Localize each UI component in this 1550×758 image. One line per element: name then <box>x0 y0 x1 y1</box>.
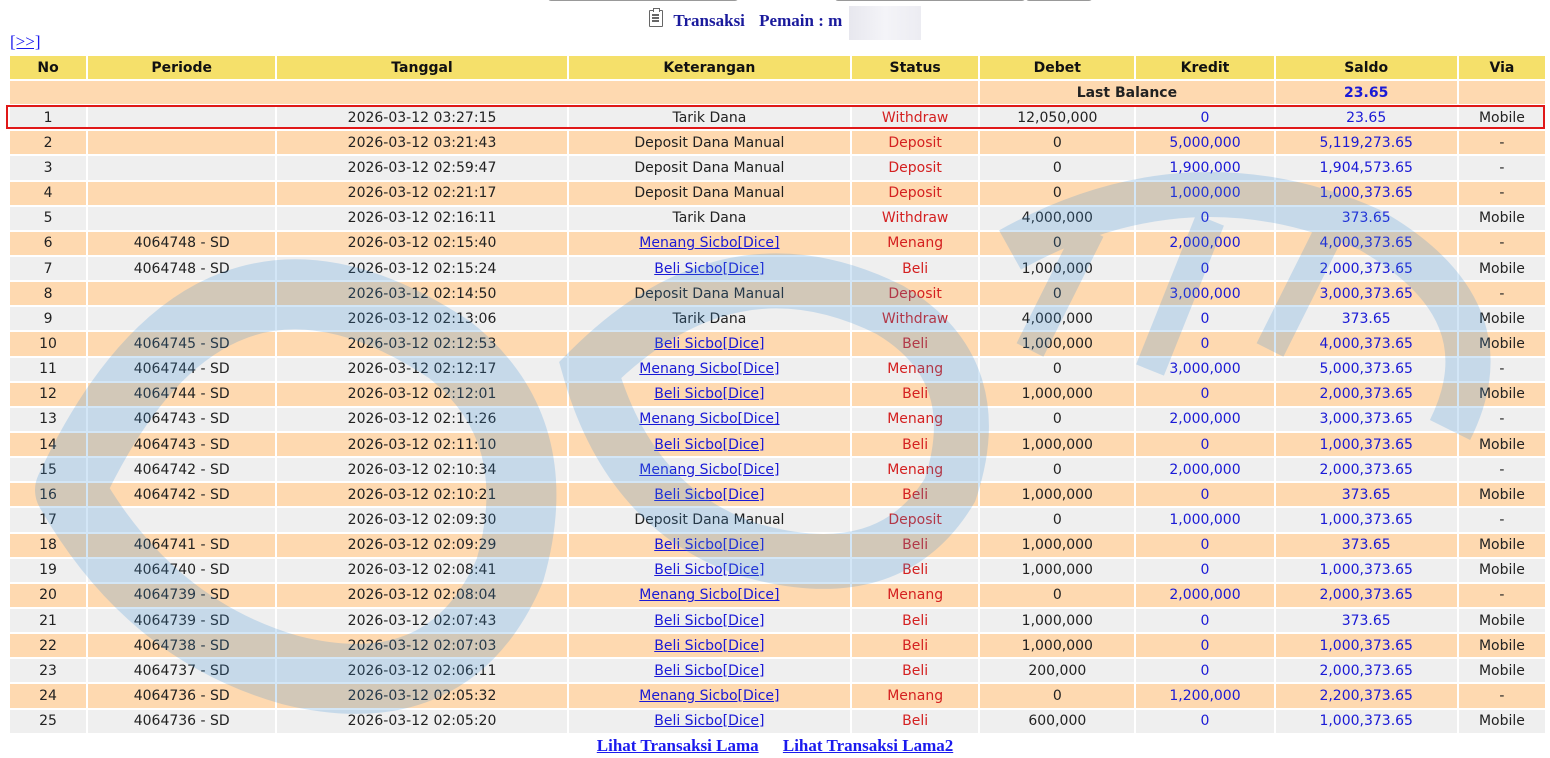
cell-saldo: 1,904,573.65 <box>1276 156 1457 181</box>
table-row <box>10 257 1545 282</box>
cell-kredit: 1,900,000 <box>1136 156 1273 181</box>
cell-periode: 4064736 - SD <box>88 684 275 709</box>
cell-debet: 0 <box>980 282 1134 307</box>
table-row <box>10 483 1545 508</box>
cell-tanggal: 2026-03-12 02:15:24 <box>277 257 566 282</box>
redacted-player-name <box>849 6 921 40</box>
cell-debet: 0 <box>980 131 1134 156</box>
old-transactions-link[interactable]: Lihat Transaksi Lama <box>596 736 759 755</box>
cell-kredit: 0 <box>1136 207 1273 232</box>
player-label: Pemain : m <box>759 11 843 30</box>
cell-no: 9 <box>10 307 86 332</box>
cell-keterangan <box>569 433 850 458</box>
cell-debet: 0 <box>980 684 1134 709</box>
cell-tanggal: 2026-03-12 02:12:01 <box>277 383 566 408</box>
cell-status: Beli <box>852 332 978 357</box>
last-balance-value: 23.65 <box>1276 81 1457 106</box>
cell-tanggal: 2026-03-12 02:59:47 <box>277 156 566 181</box>
cell-saldo: 23.65 <box>1276 106 1457 131</box>
cell-tanggal: 2026-03-12 02:10:21 <box>277 483 566 508</box>
cell-status: Menang <box>852 358 978 383</box>
cell-saldo: 4,000,373.65 <box>1276 332 1457 357</box>
cell-debet: 0 <box>980 458 1134 483</box>
cell-status: Menang <box>852 584 978 609</box>
cell-via: - <box>1459 182 1545 207</box>
cell-debet: 1,000,000 <box>980 257 1134 282</box>
table-row <box>10 332 1545 357</box>
transaction-detail-link[interactable]: Beli Sicbo[Dice] <box>654 386 765 403</box>
cell-tanggal: 2026-03-12 02:15:40 <box>277 232 566 257</box>
col-header-tanggal: Tanggal <box>277 56 566 81</box>
cell-kredit: 0 <box>1136 659 1273 684</box>
cell-status: Beli <box>852 383 978 408</box>
table-row <box>10 659 1545 684</box>
cell-saldo: 373.65 <box>1276 534 1457 559</box>
cell-no: 11 <box>10 358 86 383</box>
cell-via: Mobile <box>1459 659 1545 684</box>
cell-tanggal: 2026-03-12 02:12:17 <box>277 358 566 383</box>
cell-kredit: 0 <box>1136 609 1273 634</box>
cell-keterangan: Deposit Dana Manual <box>569 508 850 533</box>
cell-debet: 0 <box>980 182 1134 207</box>
cell-no: 16 <box>10 483 86 508</box>
cell-saldo: 373.65 <box>1276 609 1457 634</box>
filter-button[interactable] <box>1026 0 1092 1</box>
transaction-detail-link[interactable]: Menang Sicbo[Dice] <box>639 687 780 704</box>
cell-debet: 1,000,000 <box>980 433 1134 458</box>
table-row <box>10 584 1545 609</box>
transaction-detail-link[interactable]: Beli Sicbo[Dice] <box>654 662 765 679</box>
cell-keterangan <box>569 659 850 684</box>
cell-tanggal: 2026-03-12 02:06:11 <box>277 659 566 684</box>
cell-debet: 1,000,000 <box>980 332 1134 357</box>
cell-keterangan <box>569 232 850 257</box>
cell-tanggal: 2026-03-12 02:12:53 <box>277 332 566 357</box>
cell-via: - <box>1459 358 1545 383</box>
cell-status: Withdraw <box>852 207 978 232</box>
cell-saldo: 373.65 <box>1276 483 1457 508</box>
transaction-detail-link[interactable]: Beli Sicbo[Dice] <box>654 260 765 277</box>
transaction-detail-link[interactable]: Beli Sicbo[Dice] <box>654 562 765 579</box>
cell-no: 1 <box>10 106 86 131</box>
cell-periode <box>88 131 275 156</box>
cell-no: 14 <box>10 433 86 458</box>
cell-periode: 4064737 - SD <box>88 659 275 684</box>
cell-debet: 1,000,000 <box>980 559 1134 584</box>
cell-periode: 4064743 - SD <box>88 433 275 458</box>
cell-keterangan: Deposit Dana Manual <box>569 156 850 181</box>
cell-saldo: 3,000,373.65 <box>1276 282 1457 307</box>
cell-periode <box>88 508 275 533</box>
table-row <box>10 534 1545 559</box>
cell-via: Mobile <box>1459 483 1545 508</box>
cell-status: Withdraw <box>852 307 978 332</box>
cell-periode <box>88 307 275 332</box>
cell-kredit: 3,000,000 <box>1136 282 1273 307</box>
cell-saldo: 2,200,373.65 <box>1276 684 1457 709</box>
cell-debet: 0 <box>980 232 1134 257</box>
transaction-table <box>8 56 1547 735</box>
cell-no: 5 <box>10 207 86 232</box>
cell-periode: 4064739 - SD <box>88 609 275 634</box>
cell-kredit: 5,000,000 <box>1136 131 1273 156</box>
top-form-controls <box>0 0 1550 2</box>
cell-kredit: 0 <box>1136 634 1273 659</box>
cell-kredit: 0 <box>1136 559 1273 584</box>
cell-tanggal: 2026-03-12 02:14:50 <box>277 282 566 307</box>
transaction-detail-link[interactable]: Beli Sicbo[Dice] <box>654 713 765 730</box>
cell-tanggal: 2026-03-12 02:08:04 <box>277 584 566 609</box>
cell-via: Mobile <box>1459 307 1545 332</box>
cell-via: Mobile <box>1459 534 1545 559</box>
cell-periode <box>88 156 275 181</box>
cell-tanggal: 2026-03-12 03:21:43 <box>277 131 566 156</box>
cell-keterangan <box>569 609 850 634</box>
cell-via: - <box>1459 156 1545 181</box>
col-header-kredit: Kredit <box>1136 56 1273 81</box>
col-header-no: No <box>10 56 86 81</box>
cell-periode: 4064748 - SD <box>88 232 275 257</box>
cell-status: Menang <box>852 408 978 433</box>
cell-via: Mobile <box>1459 332 1545 357</box>
old-transactions-link-2[interactable]: Lihat Transaksi Lama2 <box>782 736 954 755</box>
table-row <box>10 383 1545 408</box>
transaction-detail-link[interactable]: Beli Sicbo[Dice] <box>654 436 765 453</box>
cell-no: 8 <box>10 282 86 307</box>
transaction-detail-link[interactable]: Beli Sicbo[Dice] <box>654 612 765 629</box>
transaction-detail-link[interactable]: Beli Sicbo[Dice] <box>654 335 765 352</box>
cell-status: Beli <box>852 257 978 282</box>
cell-tanggal: 2026-03-12 02:05:20 <box>277 710 566 735</box>
cell-saldo: 2,000,373.65 <box>1276 383 1457 408</box>
cell-status: Deposit <box>852 508 978 533</box>
cell-no: 20 <box>10 584 86 609</box>
cell-keterangan <box>569 383 850 408</box>
cell-status: Beli <box>852 659 978 684</box>
cell-via: Mobile <box>1459 634 1545 659</box>
page-title: Transaksi <box>673 11 745 30</box>
cell-keterangan <box>569 710 850 735</box>
cell-keterangan <box>569 358 850 383</box>
cell-status: Deposit <box>852 156 978 181</box>
cell-tanggal: 2026-03-12 02:11:26 <box>277 408 566 433</box>
cell-saldo: 1,000,373.65 <box>1276 710 1457 735</box>
transaction-detail-link[interactable]: Menang Sicbo[Dice] <box>639 361 780 378</box>
col-header-status: Status <box>852 56 978 81</box>
cell-periode: 4064745 - SD <box>88 332 275 357</box>
cell-kredit: 0 <box>1136 307 1273 332</box>
cell-kredit: 1,200,000 <box>1136 684 1273 709</box>
cell-periode: 4064736 - SD <box>88 710 275 735</box>
cell-debet: 0 <box>980 408 1134 433</box>
cell-periode: 4064740 - SD <box>88 559 275 584</box>
cell-status: Menang <box>852 458 978 483</box>
cell-via: - <box>1459 458 1545 483</box>
cell-saldo: 1,000,373.65 <box>1276 182 1457 207</box>
table-row <box>10 559 1545 584</box>
cell-keterangan <box>569 684 850 709</box>
cell-periode: 4064743 - SD <box>88 408 275 433</box>
cell-via: Mobile <box>1459 710 1545 735</box>
cell-no: 17 <box>10 508 86 533</box>
cell-status: Beli <box>852 634 978 659</box>
cell-saldo: 373.65 <box>1276 307 1457 332</box>
cell-keterangan: Tarik Dana <box>569 106 850 131</box>
document-icon <box>649 10 663 27</box>
cell-status: Deposit <box>852 282 978 307</box>
filter-input-2[interactable] <box>835 0 1025 1</box>
table-row <box>10 634 1545 659</box>
cell-tanggal: 2026-03-12 02:07:03 <box>277 634 566 659</box>
cell-keterangan <box>569 257 850 282</box>
cell-saldo: 5,119,273.65 <box>1276 131 1457 156</box>
cell-via: Mobile <box>1459 383 1545 408</box>
cell-no: 3 <box>10 156 86 181</box>
cell-no: 21 <box>10 609 86 634</box>
cell-kredit: 1,000,000 <box>1136 508 1273 533</box>
cell-keterangan <box>569 634 850 659</box>
cell-no: 7 <box>10 257 86 282</box>
cell-saldo: 4,000,373.65 <box>1276 232 1457 257</box>
cell-status: Deposit <box>852 182 978 207</box>
cell-tanggal: 2026-03-12 02:09:30 <box>277 508 566 533</box>
col-header-periode: Periode <box>88 56 275 81</box>
cell-status: Menang <box>852 232 978 257</box>
cell-tanggal: 2026-03-12 02:13:06 <box>277 307 566 332</box>
cell-via: Mobile <box>1459 609 1545 634</box>
cell-status: Beli <box>852 534 978 559</box>
table-row <box>10 106 1545 131</box>
col-header-debet: Debet <box>980 56 1134 81</box>
cell-saldo: 2,000,373.65 <box>1276 458 1457 483</box>
cell-periode: 4064741 - SD <box>88 534 275 559</box>
cell-status: Beli <box>852 559 978 584</box>
table-row <box>10 207 1545 232</box>
cell-periode: 4064748 - SD <box>88 257 275 282</box>
transaction-detail-link[interactable]: Beli Sicbo[Dice] <box>654 537 765 554</box>
cell-no: 13 <box>10 408 86 433</box>
cell-no: 12 <box>10 383 86 408</box>
table-row <box>10 156 1545 181</box>
cell-no: 2 <box>10 131 86 156</box>
cell-saldo: 2,000,373.65 <box>1276 257 1457 282</box>
next-page-link[interactable]: [>>] <box>10 32 41 51</box>
transaction-detail-link[interactable]: Beli Sicbo[Dice] <box>654 637 765 654</box>
cell-keterangan: Tarik Dana <box>569 207 850 232</box>
cell-no: 6 <box>10 232 86 257</box>
cell-tanggal: 2026-03-12 02:21:17 <box>277 182 566 207</box>
last-balance-row <box>10 81 1545 106</box>
cell-via: - <box>1459 584 1545 609</box>
cell-no: 18 <box>10 534 86 559</box>
transaction-detail-link[interactable]: Beli Sicbo[Dice] <box>654 486 765 503</box>
cell-kredit: 0 <box>1136 106 1273 131</box>
cell-periode <box>88 207 275 232</box>
cell-via: Mobile <box>1459 106 1545 131</box>
cell-periode <box>88 106 275 131</box>
cell-debet: 0 <box>980 508 1134 533</box>
table-row <box>10 458 1545 483</box>
cell-via: - <box>1459 131 1545 156</box>
cell-status: Beli <box>852 710 978 735</box>
cell-debet: 1,000,000 <box>980 483 1134 508</box>
cell-tanggal: 2026-03-12 02:16:11 <box>277 207 566 232</box>
table-row <box>10 182 1545 207</box>
cell-no: 10 <box>10 332 86 357</box>
cell-keterangan: Deposit Dana Manual <box>569 131 850 156</box>
cell-debet: 1,000,000 <box>980 634 1134 659</box>
table-row <box>10 684 1545 709</box>
transaction-detail-link[interactable]: Menang Sicbo[Dice] <box>639 235 780 252</box>
cell-kredit: 0 <box>1136 332 1273 357</box>
col-header-keterangan: Keterangan <box>569 56 850 81</box>
cell-debet: 12,050,000 <box>980 106 1134 131</box>
col-header-via: Via <box>1459 56 1545 81</box>
cell-keterangan <box>569 332 850 357</box>
cell-saldo: 1,000,373.65 <box>1276 433 1457 458</box>
cell-debet: 200,000 <box>980 659 1134 684</box>
cell-periode: 4064742 - SD <box>88 483 275 508</box>
last-balance-empty <box>1459 81 1545 106</box>
cell-via: - <box>1459 408 1545 433</box>
table-row <box>10 282 1545 307</box>
cell-debet: 0 <box>980 358 1134 383</box>
cell-keterangan <box>569 534 850 559</box>
cell-saldo: 2,000,373.65 <box>1276 659 1457 684</box>
table-header-row <box>10 56 1545 81</box>
cell-no: 19 <box>10 559 86 584</box>
cell-debet: 1,000,000 <box>980 383 1134 408</box>
cell-kredit: 2,000,000 <box>1136 232 1273 257</box>
cell-status: Beli <box>852 609 978 634</box>
cell-no: 22 <box>10 634 86 659</box>
cell-tanggal: 2026-03-12 02:10:34 <box>277 458 566 483</box>
cell-status: Deposit <box>852 131 978 156</box>
table-row <box>10 131 1545 156</box>
cell-via: Mobile <box>1459 207 1545 232</box>
cell-no: 25 <box>10 710 86 735</box>
cell-kredit: 0 <box>1136 710 1273 735</box>
cell-debet: 4,000,000 <box>980 207 1134 232</box>
cell-no: 15 <box>10 458 86 483</box>
cell-via: - <box>1459 232 1545 257</box>
cell-no: 4 <box>10 182 86 207</box>
cell-kredit: 0 <box>1136 433 1273 458</box>
transaction-detail-link[interactable]: Menang Sicbo[Dice] <box>639 461 780 478</box>
filter-input-1[interactable] <box>548 0 738 1</box>
cell-status: Beli <box>852 483 978 508</box>
transaction-detail-link[interactable]: Menang Sicbo[Dice] <box>639 587 780 604</box>
cell-debet: 1,000,000 <box>980 609 1134 634</box>
cell-tanggal: 2026-03-12 02:05:32 <box>277 684 566 709</box>
table-row <box>10 232 1545 257</box>
table-row <box>10 609 1545 634</box>
cell-via: - <box>1459 684 1545 709</box>
cell-via: Mobile <box>1459 559 1545 584</box>
cell-saldo: 1,000,373.65 <box>1276 508 1457 533</box>
cell-periode: 4064739 - SD <box>88 584 275 609</box>
cell-debet: 1,000,000 <box>980 534 1134 559</box>
cell-keterangan: Deposit Dana Manual <box>569 282 850 307</box>
last-balance-spacer <box>10 81 978 106</box>
col-header-saldo: Saldo <box>1276 56 1457 81</box>
cell-keterangan <box>569 458 850 483</box>
table-row <box>10 433 1545 458</box>
cell-periode: 4064742 - SD <box>88 458 275 483</box>
cell-saldo: 373.65 <box>1276 207 1457 232</box>
cell-saldo: 1,000,373.65 <box>1276 634 1457 659</box>
cell-tanggal: 2026-03-12 02:11:10 <box>277 433 566 458</box>
cell-kredit: 2,000,000 <box>1136 584 1273 609</box>
cell-keterangan <box>569 559 850 584</box>
table-row <box>10 358 1545 383</box>
cell-debet: 0 <box>980 584 1134 609</box>
cell-via: Mobile <box>1459 433 1545 458</box>
transaction-detail-link[interactable]: Menang Sicbo[Dice] <box>639 411 780 428</box>
cell-saldo: 1,000,373.65 <box>1276 559 1457 584</box>
cell-kredit: 2,000,000 <box>1136 458 1273 483</box>
cell-keterangan <box>569 408 850 433</box>
cell-no: 24 <box>10 684 86 709</box>
table-row <box>10 710 1545 735</box>
cell-keterangan: Tarik Dana <box>569 307 850 332</box>
cell-debet: 4,000,000 <box>980 307 1134 332</box>
cell-saldo: 3,000,373.65 <box>1276 408 1457 433</box>
table-row <box>10 307 1545 332</box>
cell-kredit: 1,000,000 <box>1136 182 1273 207</box>
cell-saldo: 5,000,373.65 <box>1276 358 1457 383</box>
cell-debet: 0 <box>980 156 1134 181</box>
cell-tanggal: 2026-03-12 02:07:43 <box>277 609 566 634</box>
cell-via: - <box>1459 282 1545 307</box>
cell-kredit: 0 <box>1136 483 1273 508</box>
cell-periode: 4064738 - SD <box>88 634 275 659</box>
cell-periode <box>88 282 275 307</box>
table-row <box>10 408 1545 433</box>
table-row <box>10 508 1545 533</box>
cell-kredit: 0 <box>1136 534 1273 559</box>
cell-periode: 4064744 - SD <box>88 358 275 383</box>
cell-status: Withdraw <box>852 106 978 131</box>
cell-status: Menang <box>852 684 978 709</box>
last-balance-label: Last Balance <box>980 81 1273 106</box>
cell-tanggal: 2026-03-12 03:27:15 <box>277 106 566 131</box>
page-header <box>0 6 1550 32</box>
cell-tanggal: 2026-03-12 02:08:41 <box>277 559 566 584</box>
cell-saldo: 2,000,373.65 <box>1276 584 1457 609</box>
cell-kredit: 3,000,000 <box>1136 358 1273 383</box>
cell-kredit: 0 <box>1136 383 1273 408</box>
cell-no: 23 <box>10 659 86 684</box>
cell-status: Beli <box>852 433 978 458</box>
cell-kredit: 2,000,000 <box>1136 408 1273 433</box>
footer-links <box>0 736 1550 756</box>
cell-keterangan: Deposit Dana Manual <box>569 182 850 207</box>
cell-kredit: 0 <box>1136 257 1273 282</box>
cell-keterangan <box>569 483 850 508</box>
cell-via: Mobile <box>1459 257 1545 282</box>
cell-keterangan <box>569 584 850 609</box>
cell-periode: 4064744 - SD <box>88 383 275 408</box>
cell-via: - <box>1459 508 1545 533</box>
cell-periode <box>88 182 275 207</box>
cell-debet: 600,000 <box>980 710 1134 735</box>
cell-tanggal: 2026-03-12 02:09:29 <box>277 534 566 559</box>
